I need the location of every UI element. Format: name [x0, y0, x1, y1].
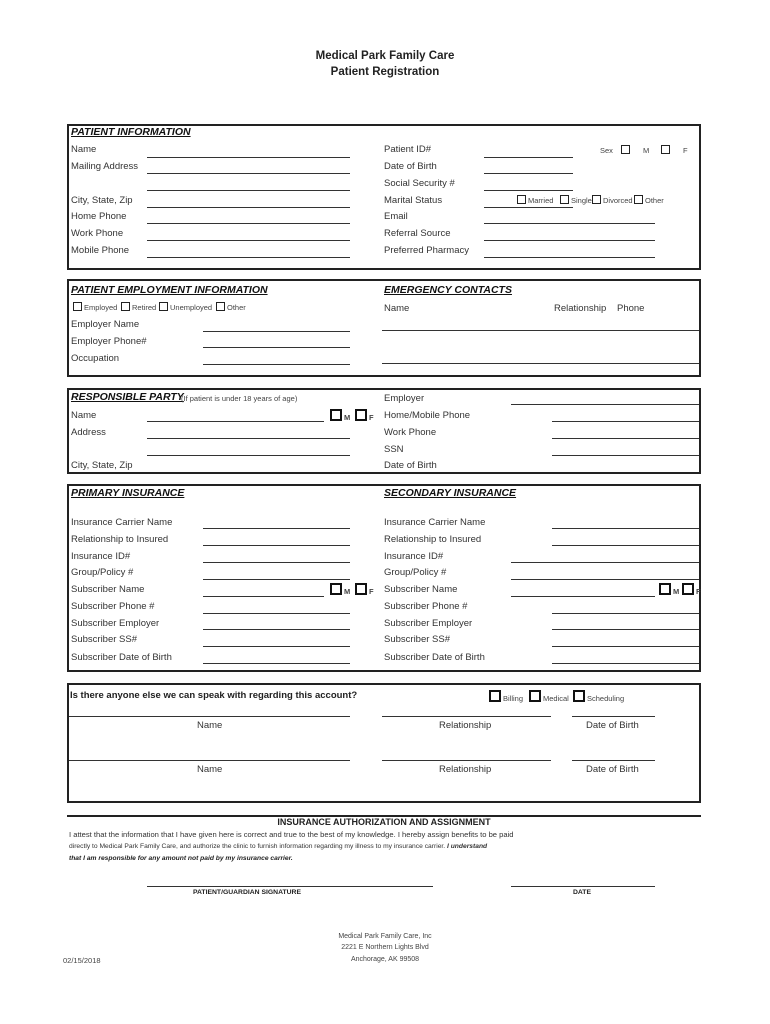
- responsible-address-field-2[interactable]: [147, 455, 350, 456]
- marital-single-label: Single: [571, 196, 592, 205]
- checkbox-icon: [216, 302, 225, 311]
- checkbox-icon: [330, 409, 342, 421]
- city-state-zip-field[interactable]: [147, 207, 350, 208]
- footer-address-1: Medical Park Family Care, Inc: [338, 933, 432, 940]
- retired-label: Retired: [132, 303, 157, 312]
- primary-insurance-id-field[interactable]: [203, 562, 350, 563]
- responsible-m-option[interactable]: [330, 409, 350, 422]
- checkbox-icon: [659, 583, 671, 595]
- checkbox-icon: [661, 145, 670, 154]
- sex-m-option[interactable]: [621, 145, 632, 155]
- mailing-address-field-2[interactable]: [147, 190, 350, 191]
- marital-divorced-option[interactable]: [592, 195, 633, 205]
- secondary-subscriber-ss-field[interactable]: [552, 646, 699, 647]
- contact2-name-label: Name: [197, 764, 223, 775]
- date-label: DATE: [573, 889, 591, 896]
- billing-label: Billing: [503, 694, 524, 703]
- checkbox-icon: [529, 690, 541, 702]
- sex-m-label: M: [643, 146, 650, 155]
- checkbox-icon: [573, 690, 585, 702]
- label-occupation: Occupation: [71, 353, 120, 364]
- contact1-relationship-label: Relationship: [439, 720, 492, 731]
- secondary-m-option[interactable]: [659, 583, 679, 596]
- employment-heading: PATIENT EMPLOYMENT INFORMATION: [71, 284, 268, 296]
- scheduling-label: Scheduling: [587, 694, 625, 703]
- secondary-group-field[interactable]: [511, 579, 699, 580]
- marital-single-option[interactable]: [560, 195, 592, 205]
- label-home-phone: Home Phone: [71, 211, 127, 222]
- responsible-label-employer: Employer: [384, 393, 425, 404]
- primary-subscriber-phone-field[interactable]: [203, 613, 350, 614]
- patient-id-field[interactable]: [484, 157, 573, 158]
- page-title: Patient Registration: [330, 66, 440, 78]
- preferred-pharmacy-field[interactable]: [484, 257, 655, 258]
- responsible-employer-field[interactable]: [511, 404, 699, 405]
- label-referral-source: Referral Source: [384, 228, 451, 239]
- contact1-dob-label: Date of Birth: [586, 720, 639, 731]
- contact1-relationship-field[interactable]: [382, 716, 551, 717]
- signature-label: PATIENT/GUARDIAN SIGNATURE: [193, 889, 301, 896]
- unemployed-label: Unemployed: [170, 303, 213, 312]
- contact2-name-field[interactable]: [69, 760, 350, 761]
- marital-divorced-label: Divorced: [603, 196, 633, 205]
- org-title: Medical Park Family Care: [315, 50, 455, 62]
- label-name: Name: [71, 144, 97, 155]
- checkbox-icon: [489, 690, 501, 702]
- label-mobile-phone: Mobile Phone: [71, 245, 130, 256]
- checkbox-icon: [73, 302, 82, 311]
- secondary-f-option[interactable]: [682, 583, 701, 596]
- responsible-ssn-field[interactable]: [552, 455, 699, 456]
- auth-line-2-text: directly to Medical Park Family Care, and authorize the clinic to furnish information regarding my illness to my insurance carrier.: [69, 843, 446, 850]
- name-field[interactable]: [147, 157, 350, 158]
- responsible-f-option[interactable]: [355, 409, 374, 422]
- checkbox-icon: [121, 302, 130, 311]
- secondary-relationship-field[interactable]: [552, 545, 699, 546]
- primary-m-option[interactable]: [330, 583, 350, 596]
- work-phone-field[interactable]: [147, 240, 350, 241]
- retired-option[interactable]: [121, 302, 156, 312]
- primary-subscriber-ss-field[interactable]: [203, 646, 350, 647]
- primary-label-subscriber-dob: Subscriber Date of Birth: [71, 652, 172, 663]
- unemployed-option[interactable]: [159, 302, 212, 312]
- secondary-f-label: F: [696, 587, 701, 596]
- contact1-dob-field[interactable]: [572, 716, 655, 717]
- label-preferred-pharmacy: Preferred Pharmacy: [384, 245, 470, 256]
- medical-option[interactable]: [529, 690, 569, 703]
- primary-label-subscriber-employer: Subscriber Employer: [71, 618, 160, 629]
- secondary-carrier-field[interactable]: [552, 528, 699, 529]
- ssn-field[interactable]: [484, 190, 573, 191]
- mobile-phone-field[interactable]: [147, 257, 350, 258]
- checkbox-icon: [682, 583, 694, 595]
- employed-label: Employed: [84, 303, 118, 312]
- responsible-m-label: M: [344, 413, 351, 422]
- responsible-work-phone-field[interactable]: [552, 438, 699, 439]
- secondary-heading: SECONDARY INSURANCE: [384, 487, 517, 499]
- sex-f-label: F: [683, 146, 688, 155]
- marital-status-field[interactable]: [484, 207, 573, 208]
- secondary-label-subscriber-phone: Subscriber Phone #: [384, 601, 468, 612]
- medical-label: Medical: [543, 694, 569, 703]
- primary-subscriber-employer-field[interactable]: [203, 629, 350, 630]
- contact2-dob-label: Date of Birth: [586, 764, 639, 775]
- checkbox-icon: [517, 195, 526, 204]
- responsible-label-address: Address: [71, 427, 106, 438]
- secondary-m-label: M: [673, 587, 680, 596]
- primary-subscriber-dob-field[interactable]: [203, 663, 350, 664]
- checkbox-icon: [355, 583, 367, 595]
- responsible-note: (If patient is under 18 years of age): [181, 394, 298, 403]
- dob-field[interactable]: [484, 173, 573, 174]
- secondary-label-subscriber-dob: Subscriber Date of Birth: [384, 652, 485, 663]
- responsible-heading: RESPONSIBLE PARTY: [71, 391, 184, 403]
- contacts-question: Is there anyone else we can speak with regarding this account?: [70, 690, 358, 701]
- checkbox-icon: [560, 195, 569, 204]
- checkbox-icon: [634, 195, 643, 204]
- signature-field[interactable]: [147, 886, 433, 887]
- responsible-label-home-phone: Home/Mobile Phone: [384, 410, 471, 421]
- secondary-subscriber-dob-field[interactable]: [552, 663, 699, 664]
- footer-address-3: Anchorage, AK 99508: [350, 956, 420, 963]
- primary-relationship-field[interactable]: [203, 545, 350, 546]
- marital-married-option[interactable]: [517, 195, 553, 205]
- employer-name-field[interactable]: [203, 331, 350, 332]
- auth-heading: INSURANCE AUTHORIZATION AND ASSIGNMENT: [277, 817, 491, 827]
- label-ssn: Social Security #: [384, 178, 455, 189]
- contact2-relationship-label: Relationship: [439, 764, 492, 775]
- billing-option[interactable]: [489, 690, 523, 703]
- checkbox-icon: [355, 409, 367, 421]
- contact1-name-label: Name: [197, 720, 223, 731]
- scheduling-option[interactable]: [573, 690, 624, 703]
- auth-line-2: [69, 843, 487, 850]
- email-field[interactable]: [484, 223, 655, 224]
- primary-f-label: F: [369, 587, 374, 596]
- emergency-relationship-label: Relationship: [554, 303, 607, 314]
- secondary-label-relationship: Relationship to Insured: [384, 534, 482, 545]
- primary-label-carrier: Insurance Carrier Name: [71, 517, 173, 528]
- referral-source-field[interactable]: [484, 240, 655, 241]
- responsible-label-name: Name: [71, 410, 97, 421]
- primary-label-group: Group/Policy #: [71, 567, 134, 578]
- primary-label-subscriber-ss: Subscriber SS#: [71, 634, 138, 645]
- emergency-phone-label: Phone: [617, 303, 645, 314]
- secondary-label-subscriber-name: Subscriber Name: [384, 584, 458, 595]
- contact1-name-field[interactable]: [69, 716, 350, 717]
- label-date-of-birth: Date of Birth: [384, 161, 437, 172]
- checkbox-icon: [621, 145, 630, 154]
- footer-address-2: 2221 E Northern Lights Blvd: [341, 944, 429, 951]
- patient-info-heading: PATIENT INFORMATION: [71, 126, 191, 138]
- sex-f-option[interactable]: [661, 145, 672, 155]
- employed-option[interactable]: [73, 302, 117, 312]
- responsible-home-phone-field[interactable]: [552, 421, 699, 422]
- contact2-dob-field[interactable]: [572, 760, 655, 761]
- auth-line-2-emphasis: I understand: [447, 843, 488, 850]
- sex-label: Sex: [600, 146, 613, 155]
- emergency-name-label: Name: [384, 303, 410, 314]
- responsible-label-city: City, State, Zip: [71, 460, 133, 471]
- contact2-relationship-field[interactable]: [382, 760, 551, 761]
- checkbox-icon: [592, 195, 601, 204]
- secondary-subscriber-name-field[interactable]: [511, 596, 655, 597]
- secondary-label-subscriber-employer: Subscriber Employer: [384, 618, 473, 629]
- label-employer-phone: Employer Phone#: [71, 336, 147, 347]
- secondary-label-carrier: Insurance Carrier Name: [384, 517, 486, 528]
- primary-subscriber-name-field[interactable]: [203, 596, 324, 597]
- primary-carrier-field[interactable]: [203, 528, 350, 529]
- marital-other-option[interactable]: [634, 195, 664, 205]
- secondary-insurance-id-field[interactable]: [511, 562, 699, 563]
- checkbox-icon: [159, 302, 168, 311]
- label-employer-name: Employer Name: [71, 319, 140, 330]
- marital-married-label: Married: [528, 196, 554, 205]
- responsible-address-field[interactable]: [147, 438, 350, 439]
- label-mailing-address: Mailing Address: [71, 161, 139, 172]
- responsible-name-field[interactable]: [147, 421, 324, 422]
- footer-date: 02/15/2018: [63, 956, 101, 965]
- home-phone-field[interactable]: [147, 223, 350, 224]
- label-city-state-zip: City, State, Zip: [71, 195, 133, 206]
- responsible-label-dob: Date of Birth: [384, 460, 437, 471]
- secondary-label-group: Group/Policy #: [384, 567, 447, 578]
- label-email: Email: [384, 211, 408, 222]
- secondary-label-insurance-id: Insurance ID#: [384, 551, 444, 562]
- employer-phone-field[interactable]: [203, 347, 350, 348]
- checkbox-icon: [330, 583, 342, 595]
- other-option[interactable]: [216, 302, 246, 312]
- emergency-contact-field-2[interactable]: [382, 363, 699, 364]
- primary-label-relationship: Relationship to Insured: [71, 534, 169, 545]
- mailing-address-field[interactable]: [147, 173, 350, 174]
- primary-m-label: M: [344, 587, 351, 596]
- primary-label-subscriber-phone: Subscriber Phone #: [71, 601, 155, 612]
- emergency-heading: EMERGENCY CONTACTS: [384, 284, 512, 296]
- primary-label-subscriber-name: Subscriber Name: [71, 584, 145, 595]
- responsible-label-work-phone: Work Phone: [384, 427, 437, 438]
- signature-date-field[interactable]: [511, 886, 655, 887]
- marital-other-label: Other: [645, 196, 664, 205]
- label-patient-id: Patient ID#: [384, 144, 431, 155]
- label-work-phone: Work Phone: [71, 228, 124, 239]
- primary-label-insurance-id: Insurance ID#: [71, 551, 131, 562]
- responsible-label-ssn: SSN: [384, 444, 404, 455]
- secondary-subscriber-employer-field[interactable]: [552, 629, 699, 630]
- secondary-label-subscriber-ss: Subscriber SS#: [384, 634, 451, 645]
- responsible-f-label: F: [369, 413, 374, 422]
- auth-line-1: I attest that the information that I have given here is correct and true to the best of my knowledge. I hereby assign benefits to be paid: [69, 830, 514, 839]
- primary-f-option[interactable]: [355, 583, 374, 596]
- secondary-subscriber-phone-field[interactable]: [552, 613, 699, 614]
- primary-heading: PRIMARY INSURANCE: [71, 487, 185, 499]
- auth-line-3: that I am responsible for any amount not paid by my insurance carrier.: [69, 855, 293, 862]
- primary-group-field[interactable]: [203, 579, 350, 580]
- label-marital-status: Marital Status: [384, 195, 443, 206]
- occupation-field[interactable]: [203, 364, 350, 365]
- emergency-contact-field-1[interactable]: [382, 330, 699, 331]
- other-label: Other: [227, 303, 246, 312]
